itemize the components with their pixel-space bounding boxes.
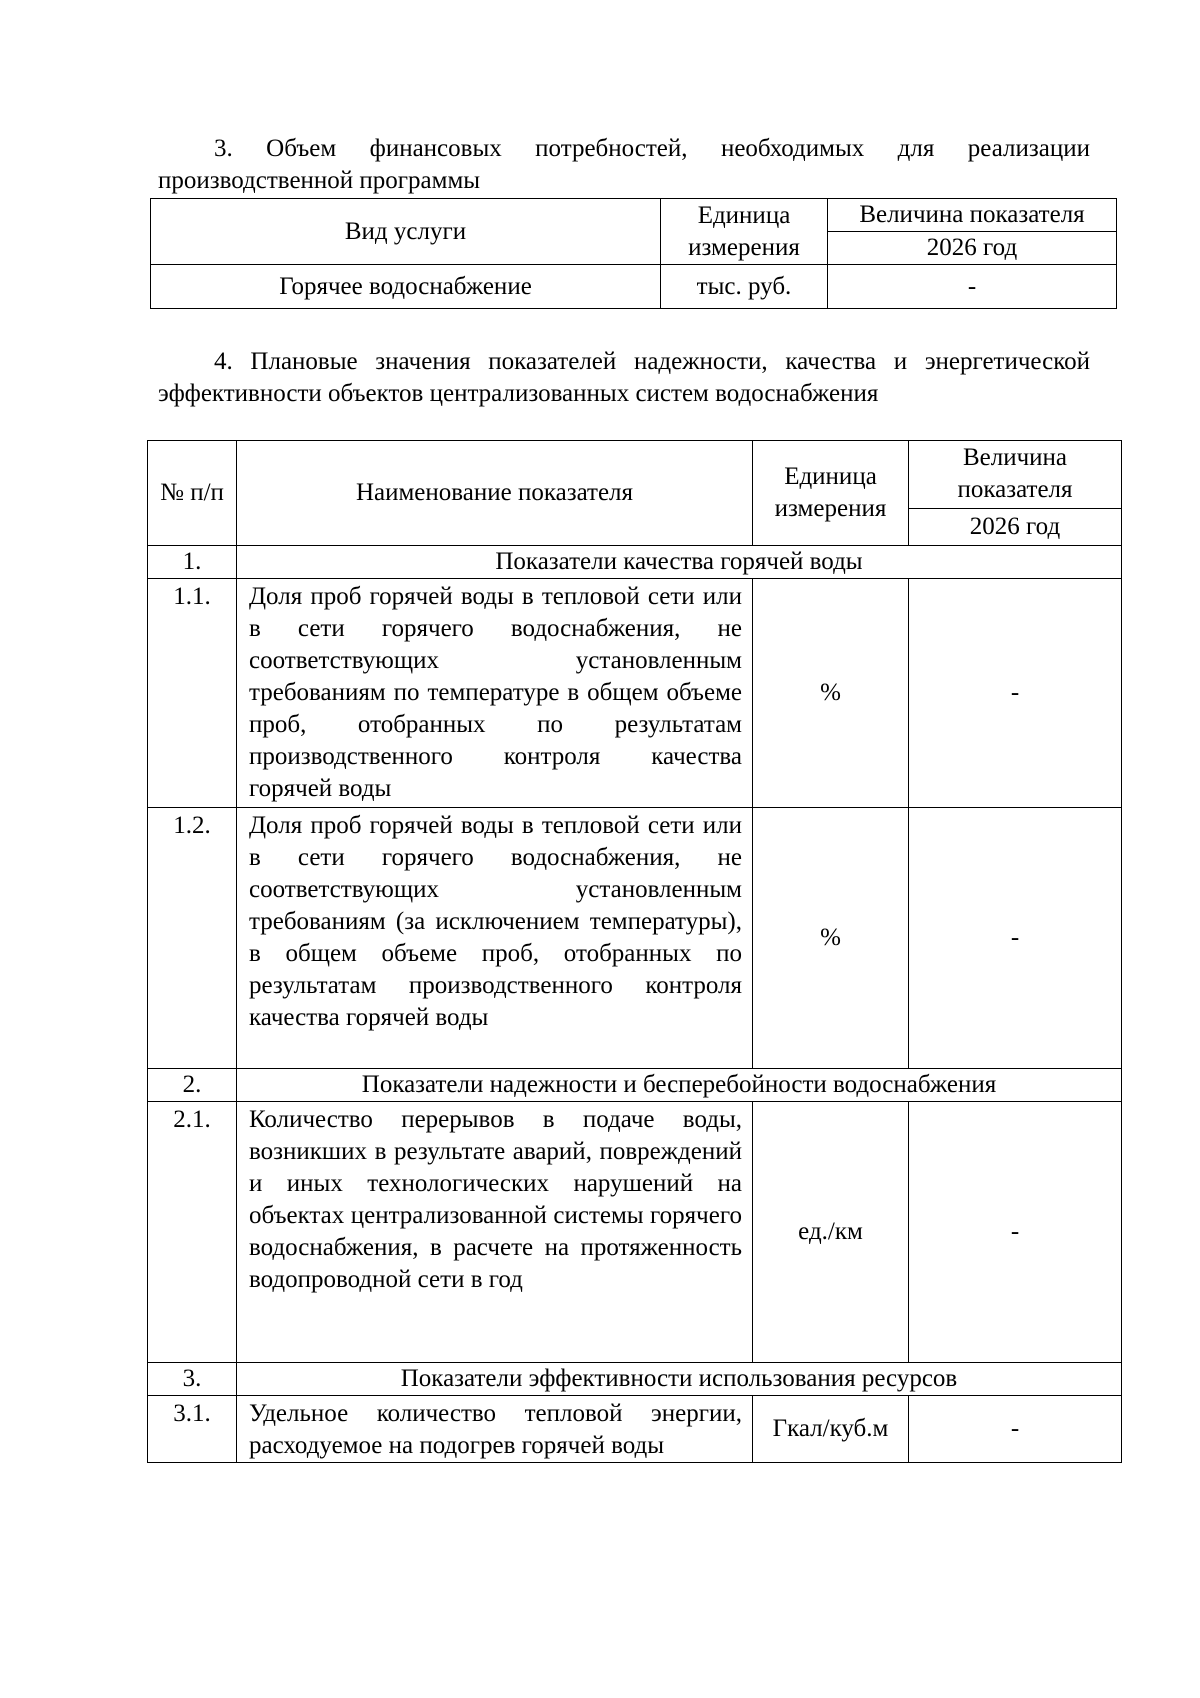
row-num: 3.1. xyxy=(148,1396,237,1463)
financial-needs-table xyxy=(150,198,1117,309)
group-row xyxy=(148,1363,1122,1396)
row-value: - xyxy=(909,808,1122,1069)
header-unit: Единица измерения xyxy=(753,441,909,546)
table-header-row xyxy=(148,441,1122,509)
header-num: № п/п xyxy=(148,441,237,546)
header-value: Величина показателя xyxy=(828,199,1117,232)
row-value: - xyxy=(909,1396,1122,1463)
group-row xyxy=(148,546,1122,579)
row-name: Удельное количество тепловой энергии, расходуемое на подогрев горячей воды xyxy=(237,1396,753,1463)
cell-service: Горячее водоснабжение xyxy=(151,265,661,309)
row-num: 1.1. xyxy=(148,579,237,808)
table-row xyxy=(148,1102,1122,1363)
indicators-table xyxy=(147,440,1122,1463)
row-unit: % xyxy=(753,579,909,808)
header-year: 2026 год xyxy=(909,508,1122,545)
row-name: Доля проб горячей воды в тепловой сети или в сети горячего водоснабжения, не соответствующих установленным требованиям по температуре в общем объеме проб, отобранных по результатам производственного контроля качества горячей воды xyxy=(237,579,753,808)
table-row xyxy=(151,265,1117,309)
group-num: 2. xyxy=(148,1069,237,1102)
group-title: Показатели надежности и бесперебойности водоснабжения xyxy=(237,1069,1122,1102)
row-value: - xyxy=(909,1102,1122,1363)
table-row xyxy=(148,1396,1122,1463)
group-row xyxy=(148,1069,1122,1102)
row-name: Количество перерывов в подаче воды, возникших в результате аварий, повреждений и иных технологических нарушений на объектах централизованной системы горячего водоснабжения, в расчете на протяженность водопроводной сети в год xyxy=(237,1102,753,1363)
group-title: Показатели эффективности использования ресурсов xyxy=(237,1363,1122,1396)
row-unit: Гкал/куб.м xyxy=(753,1396,909,1463)
group-title: Показатели качества горячей воды xyxy=(237,546,1122,579)
header-year: 2026 год xyxy=(828,232,1117,265)
cell-value: - xyxy=(828,265,1117,309)
row-name: Доля проб горячей воды в тепловой сети или в сети горячего водоснабжения, не соответствующих установленным требованиям (за исключением температуры), в общем объеме проб, отобранных по результатам производственного контроля качества горячей воды xyxy=(237,808,753,1069)
table-row xyxy=(148,579,1122,808)
cell-unit: тыс. руб. xyxy=(661,265,828,309)
group-num: 3. xyxy=(148,1363,237,1396)
group-num: 1. xyxy=(148,546,237,579)
table-row xyxy=(148,808,1122,1069)
header-unit: Единица измерения xyxy=(661,199,828,265)
header-name: Наименование показателя xyxy=(237,441,753,546)
row-num: 1.2. xyxy=(148,808,237,1069)
section-3-heading: 3. Объем финансовых потребностей, необходимых для реализации производственной программы xyxy=(158,135,1090,194)
header-value: Величина показателя xyxy=(909,441,1122,509)
table-header-row xyxy=(151,199,1117,232)
header-service: Вид услуги xyxy=(151,199,661,265)
row-value: - xyxy=(909,579,1122,808)
row-num: 2.1. xyxy=(148,1102,237,1363)
row-unit: % xyxy=(753,808,909,1069)
section-4-heading: 4. Плановые значения показателей надежности, качества и энергетической эффективности объектов централизованных систем водоснабжения xyxy=(158,348,1090,407)
row-unit: ед./км xyxy=(753,1102,909,1363)
